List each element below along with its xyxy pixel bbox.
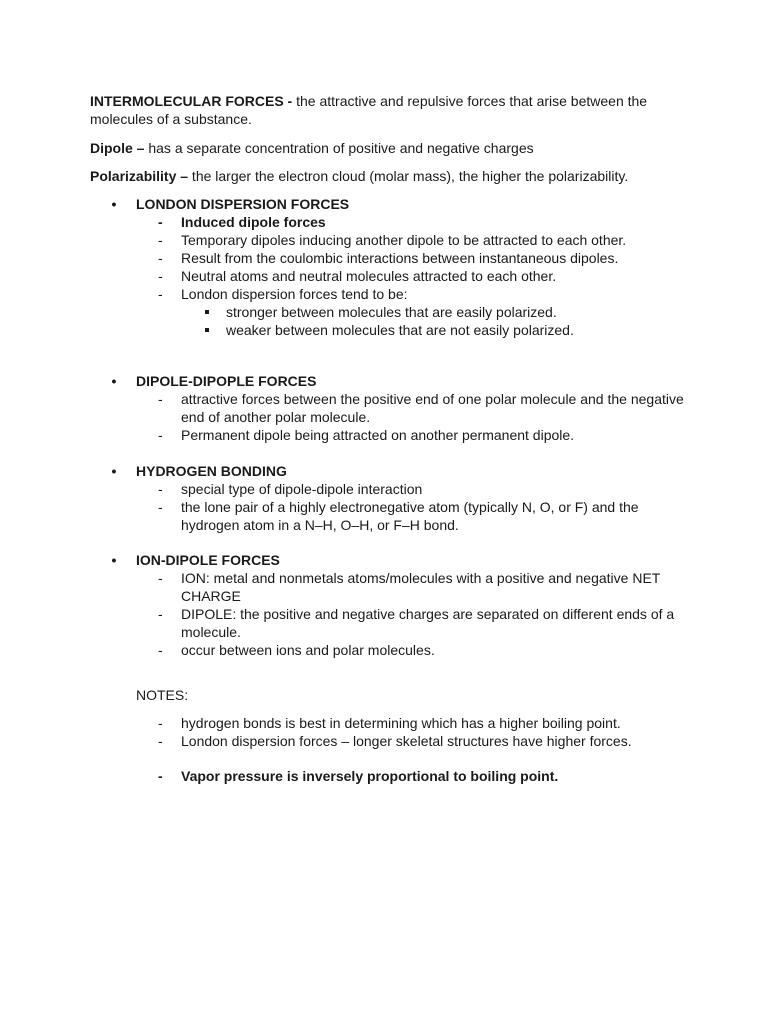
square-bullet-icon bbox=[205, 310, 209, 314]
dash-icon: - bbox=[158, 427, 163, 443]
section-heading bbox=[108, 462, 698, 480]
list-item-text: Temporary dipoles inducing another dipole to be attracted to each other. bbox=[181, 232, 627, 248]
dipole-definition bbox=[90, 139, 690, 157]
dash-list bbox=[108, 480, 698, 534]
list-item bbox=[108, 767, 698, 785]
list-item-text: Neutral atoms and neutral molecules attracted to each other. bbox=[181, 268, 557, 284]
imf-def: the attractive and repulsive forces that arise between the molecules of a substance. bbox=[90, 93, 648, 127]
list-item bbox=[108, 480, 698, 498]
polarizability-term: Polarizability – bbox=[90, 168, 189, 184]
dash-icon: - bbox=[158, 268, 163, 284]
list-item-text: DIPOLE: the positive and negative charges are separated on different ends of a molecule. bbox=[181, 606, 675, 640]
bullet-icon: • bbox=[111, 373, 117, 389]
list-item bbox=[108, 231, 698, 249]
section-heading bbox=[108, 372, 698, 390]
notes-list bbox=[108, 714, 698, 750]
polarizability-definition bbox=[90, 167, 690, 185]
dash-list bbox=[108, 390, 698, 444]
square-bullet-icon bbox=[205, 328, 209, 332]
list-item bbox=[108, 390, 698, 426]
section-title: LONDON DISPERSION FORCES bbox=[136, 196, 350, 212]
list-item-text: Result from the coulombic interactions between instantaneous dipoles. bbox=[181, 250, 619, 266]
dash-icon: - bbox=[158, 214, 163, 230]
section-title: HYDROGEN BONDING bbox=[136, 463, 287, 479]
list-item-text: ION: metal and nonmetals atoms/molecules with a positive and negative NET CHARGE bbox=[181, 570, 661, 604]
list-item-text: Vapor pressure is inversely proportional to boiling point. bbox=[181, 768, 559, 784]
section-london-dispersion bbox=[108, 195, 698, 339]
bullet-icon: • bbox=[111, 463, 117, 479]
bullet-icon: • bbox=[111, 196, 117, 212]
list-item-text: London dispersion forces – longer skeletal structures have higher forces. bbox=[181, 733, 632, 749]
list-item bbox=[108, 732, 698, 750]
sub-list-item-text: weaker between molecules that are not easily polarized. bbox=[226, 322, 574, 338]
list-item-text: London dispersion forces tend to be: bbox=[181, 286, 408, 302]
sub-list-item bbox=[108, 321, 698, 339]
section-title: ION-DIPOLE FORCES bbox=[136, 552, 280, 568]
sub-list bbox=[108, 303, 698, 339]
list-item-text: Permanent dipole being attracted on another permanent dipole. bbox=[181, 427, 575, 443]
dash-list bbox=[108, 213, 698, 303]
dipole-term: Dipole – bbox=[90, 140, 145, 156]
dash-list bbox=[108, 714, 698, 750]
section-title: DIPOLE-DIPOPLE FORCES bbox=[136, 373, 317, 389]
list-item-text: attractive forces between the positive end of one polar molecule and the negative end of another polar molecule. bbox=[181, 391, 684, 425]
list-item bbox=[108, 714, 698, 732]
list-item-text: special type of dipole-dipole interaction bbox=[181, 481, 423, 497]
notes-label: NOTES: bbox=[136, 687, 189, 703]
notes-emphasis bbox=[108, 767, 698, 785]
bullet-icon: • bbox=[111, 552, 117, 568]
dash-icon: - bbox=[158, 499, 163, 515]
sub-list-item bbox=[108, 303, 698, 321]
list-item-text: occur between ions and polar molecules. bbox=[181, 642, 435, 658]
list-item bbox=[108, 641, 698, 659]
dash-icon: - bbox=[158, 606, 163, 622]
dash-icon: - bbox=[158, 768, 163, 784]
list-item bbox=[108, 498, 698, 534]
list-item bbox=[108, 426, 698, 444]
dash-icon: - bbox=[158, 733, 163, 749]
dash-icon: - bbox=[158, 391, 163, 407]
section-heading bbox=[108, 195, 698, 213]
dash-list bbox=[108, 569, 698, 659]
list-item bbox=[108, 605, 698, 641]
dash-icon: - bbox=[158, 250, 163, 266]
dash-icon: - bbox=[158, 286, 163, 302]
polarizability-def: the larger the electron cloud (molar mass), the higher the polarizability. bbox=[188, 168, 629, 184]
dipole-def: has a separate concentration of positive and negative charges bbox=[144, 140, 534, 156]
dash-icon: - bbox=[158, 570, 163, 586]
list-item bbox=[108, 285, 698, 303]
list-item-text: Induced dipole forces bbox=[181, 214, 326, 230]
section-dipole-dipole bbox=[108, 372, 698, 444]
list-item-text: hydrogen bonds is best in determining which has a higher boiling point. bbox=[181, 715, 621, 731]
dash-list bbox=[108, 767, 698, 785]
section-heading bbox=[108, 551, 698, 569]
dash-icon: - bbox=[158, 481, 163, 497]
list-item bbox=[108, 213, 698, 231]
dash-icon: - bbox=[158, 715, 163, 731]
section-ion-dipole bbox=[108, 551, 698, 659]
sub-list-item-text: stronger between molecules that are easily polarized. bbox=[226, 304, 557, 320]
dash-icon: - bbox=[158, 232, 163, 248]
list-item bbox=[108, 569, 698, 605]
dash-icon: - bbox=[158, 642, 163, 658]
list-item bbox=[108, 267, 698, 285]
section-hydrogen-bonding bbox=[108, 462, 698, 534]
list-item-text: the lone pair of a highly electronegative atom (typically N, O, or F) and the hydrogen atom in a N–H, O–H, or F–H bond. bbox=[181, 499, 639, 533]
list-item bbox=[108, 249, 698, 267]
imf-term: INTERMOLECULAR FORCES - bbox=[90, 93, 293, 109]
imf-definition bbox=[90, 92, 690, 128]
